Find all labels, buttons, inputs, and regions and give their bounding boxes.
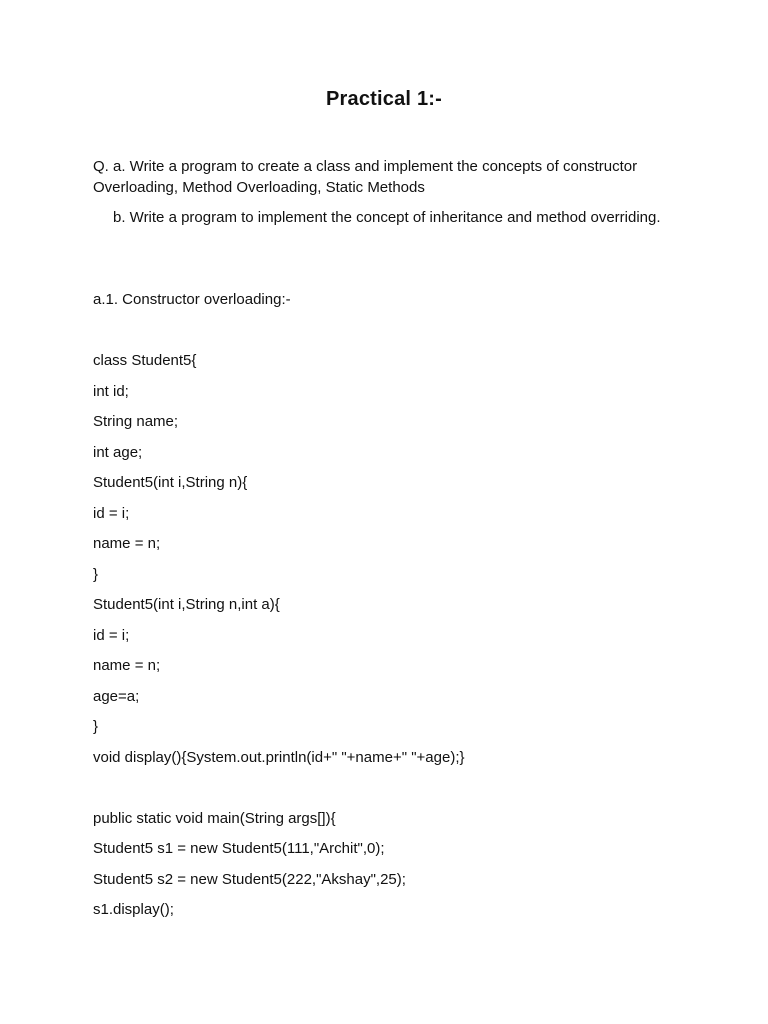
code-line: int age; — [93, 443, 143, 461]
code-line: Student5(int i,String n,int a){ — [93, 596, 280, 613]
section-heading: a.1. Constructor overloading:- — [93, 291, 291, 308]
code-line: public static void main(String args[]){ — [93, 809, 336, 827]
question-a: Q. a. Write a program to create a class and implement the concepts of constructor Overloading, Method Overloading, Static Methods — [93, 158, 638, 196]
code-line: Student5(int i,String n){ — [93, 474, 248, 491]
code-block — [93, 350, 713, 930]
code-line: String name; — [93, 413, 179, 430]
code-line: id = i; — [93, 504, 130, 522]
code-line: void display(){System.out.println(id+" "+name+" "+age);} — [93, 748, 465, 766]
page-title: Practical 1:- — [326, 88, 442, 110]
code-line: } — [93, 565, 99, 583]
code-line: } — [93, 718, 99, 735]
code-line: name = n; — [93, 657, 161, 674]
question-b: b. Write a program to implement the concept of inheritance and method overriding. — [113, 209, 661, 226]
code-line: Student5 s1 = new Student5(111,"Archit",0); — [93, 840, 385, 857]
code-line: class Student5{ — [93, 352, 197, 369]
code-line: int id; — [93, 382, 129, 400]
code-line: s1.display(); — [93, 901, 174, 918]
code-line: id = i; — [93, 626, 130, 644]
code-line: age=a; — [93, 687, 140, 705]
code-line: name = n; — [93, 535, 161, 552]
code-line: Student5 s2 = new Student5(222,"Akshay",25); — [93, 870, 406, 888]
